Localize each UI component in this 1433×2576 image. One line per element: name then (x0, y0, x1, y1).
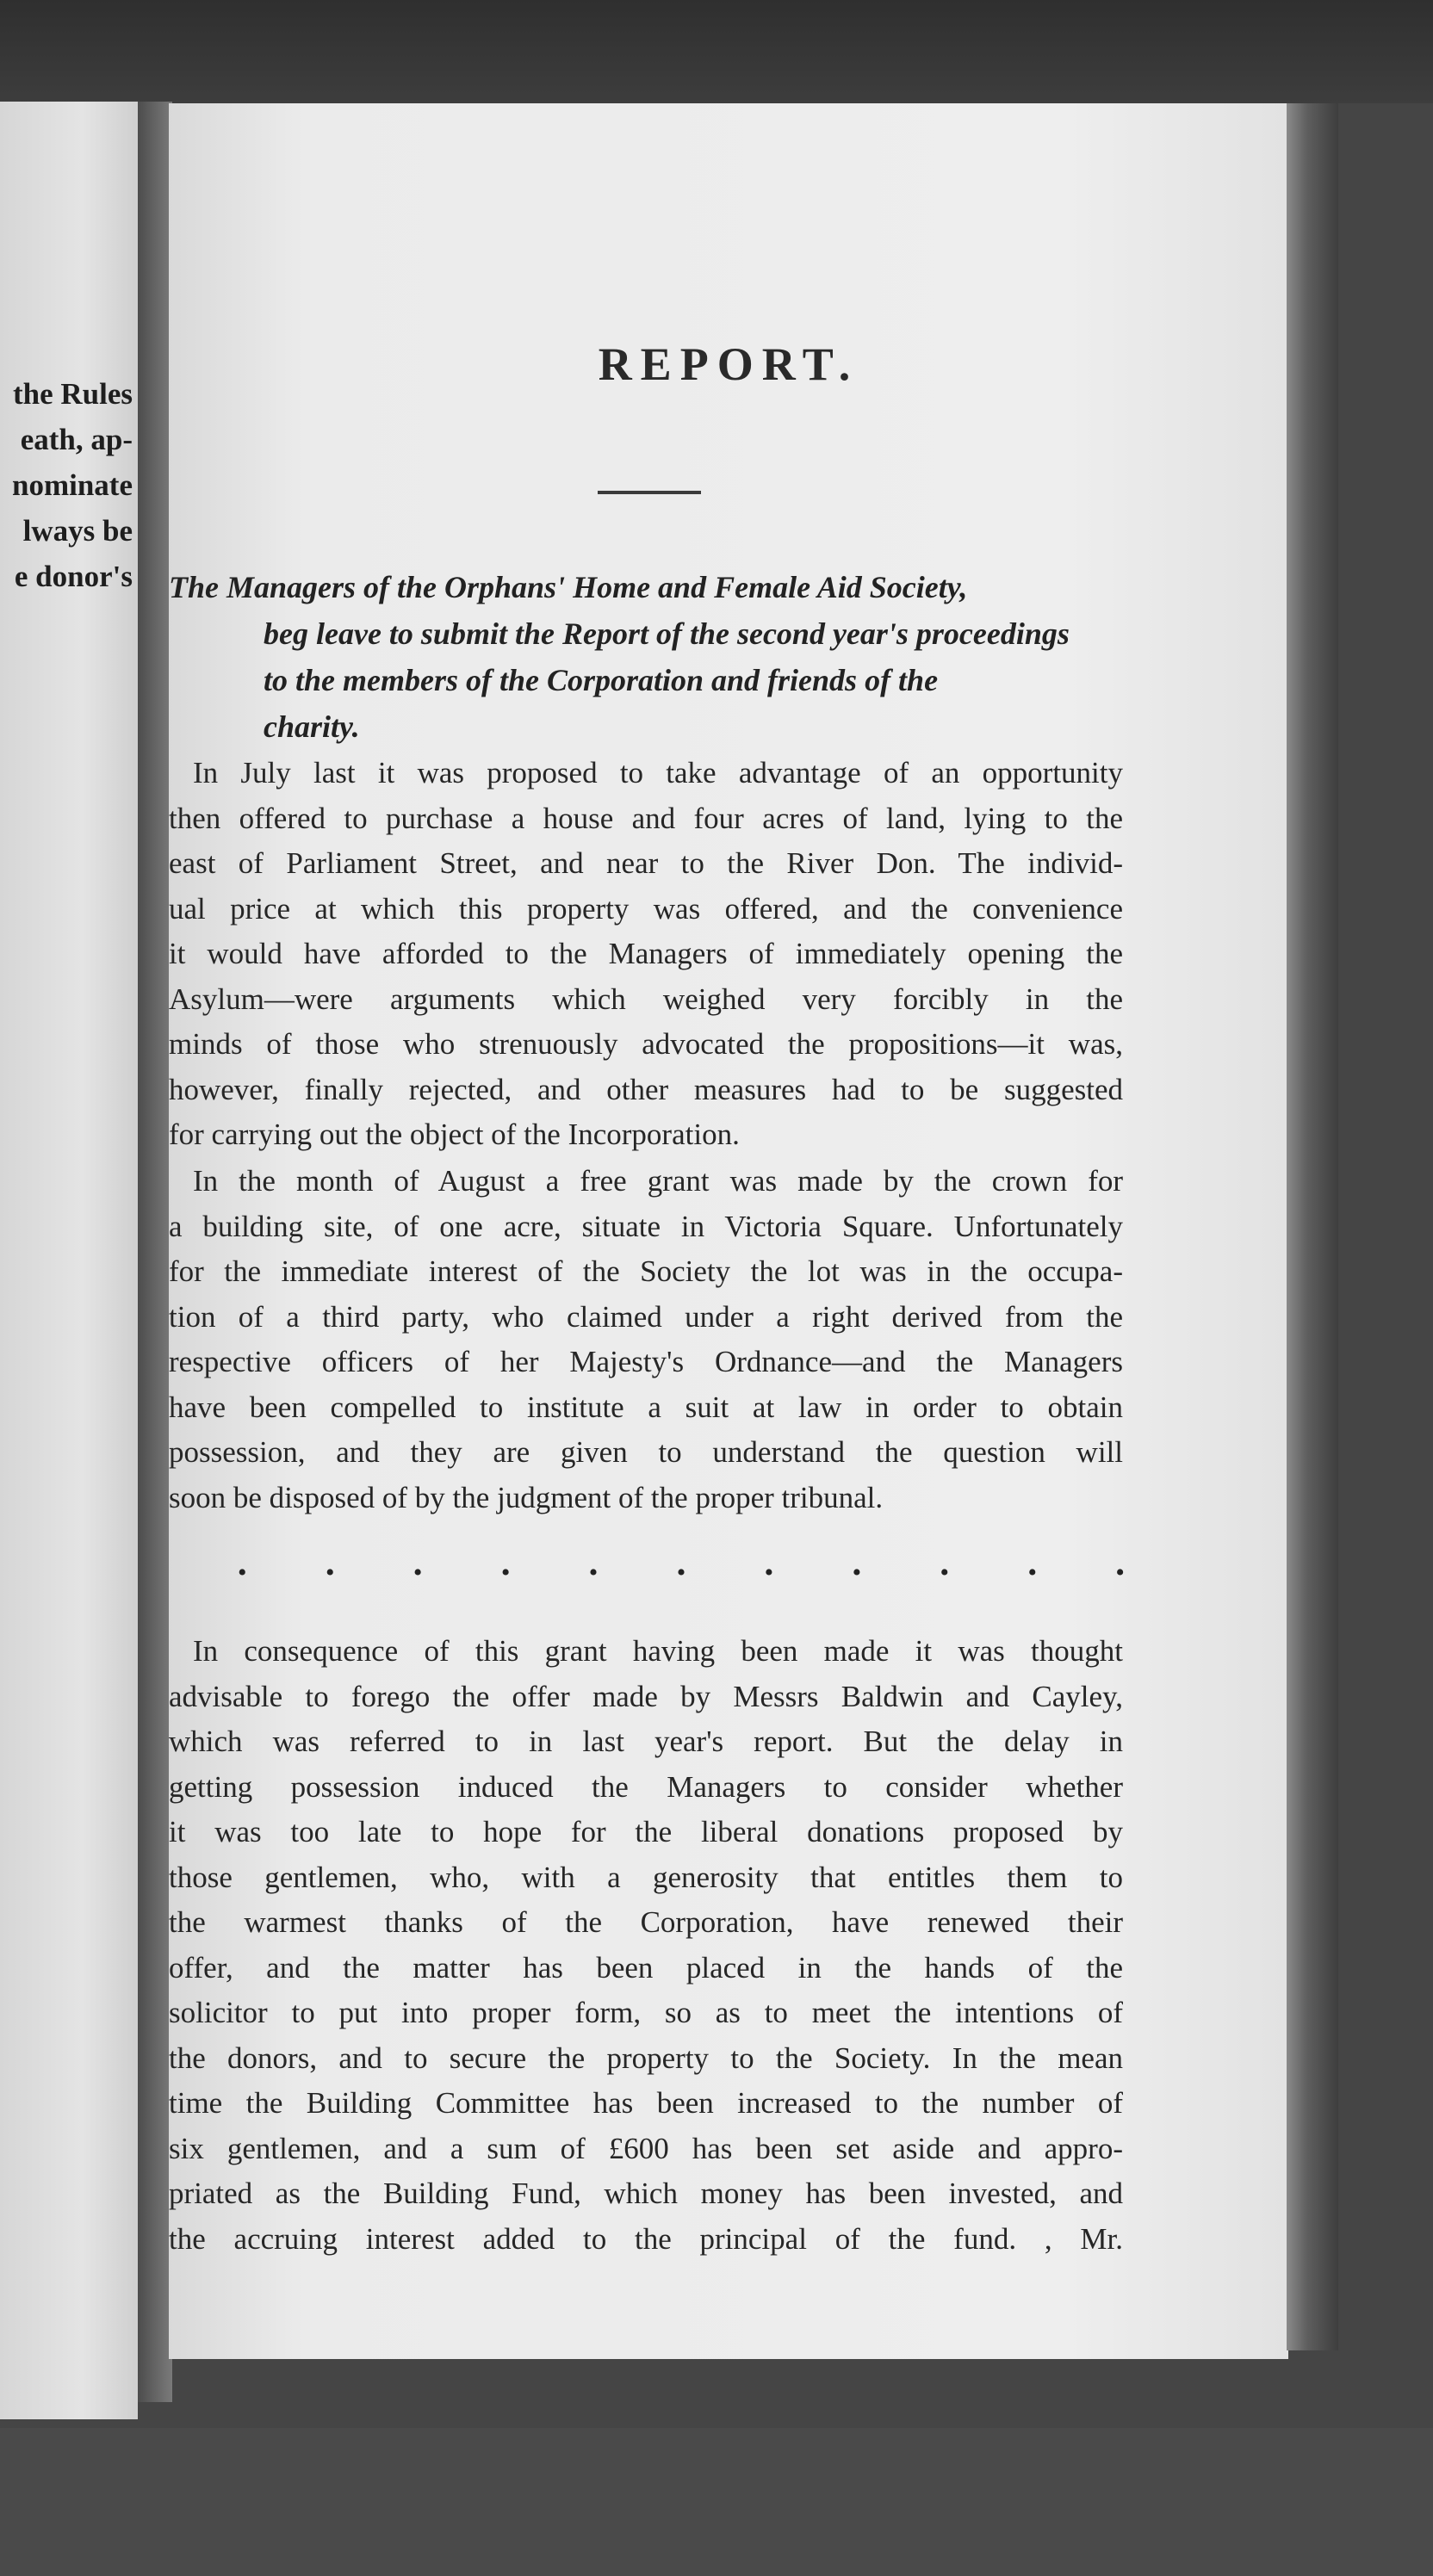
left-page-line: lways be (22, 514, 133, 548)
paragraph-line: minds of those who strenuously advocated the propositions—it was, (169, 1027, 1123, 1061)
paragraph-line: which was referred to in last year's report. But the delay in (169, 1725, 1123, 1758)
paragraph-line: priated as the Building Fund, which money has been invested, and (169, 2177, 1123, 2210)
report-title: REPORT. (598, 338, 859, 390)
left-page-line: eath, ap- (20, 423, 133, 456)
page-edge-shadow (1287, 103, 1338, 2350)
left-page-line: nominate (12, 468, 133, 502)
paragraph-line: respective officers of her Majesty's Ordnance—and the Managers (169, 1345, 1123, 1378)
paragraph-line: getting possession induced the Managers to consider whether (169, 1769, 1123, 1804)
book-gutter (138, 102, 172, 2402)
paragraph-line: In the month of August a free grant was made by the crown for (193, 1164, 1123, 1198)
paragraph-line: the accruing interest added to the principal of the fund. , Mr. (169, 2221, 1123, 2256)
paragraph-line: for carrying out the object of the Incorporation. (169, 1118, 740, 1151)
ellipsis-dot: • (852, 1558, 862, 1587)
paragraph-line: the donors, and to secure the property to the Society. In the mean (169, 2040, 1123, 2075)
paragraph-line: In July last it was proposed to take advantage of an opportunity (193, 756, 1123, 790)
paragraph-line: for the immediate interest of the Society the lot was in the occupa- (169, 1254, 1123, 1288)
intro-line: to the members of the Corporation and friends of the (264, 663, 939, 697)
ellipsis-dot: • (588, 1558, 599, 1587)
intro-paragraph (169, 564, 1151, 750)
paragraph-1 (169, 751, 1123, 1158)
paragraph-line: In consequence of this grant having been made it was thought (193, 1634, 1123, 1668)
ellipsis-dot: • (764, 1558, 774, 1587)
paragraph-line: Asylum—were arguments which weighed very forcibly in the (169, 981, 1123, 1016)
ellipsis-dot: • (325, 1558, 335, 1587)
paragraph-line: however, finally rejected, and other measures had to be suggested (169, 1072, 1123, 1106)
paragraph-line: six gentlemen, and a sum of £600 has been set aside and appro- (169, 2131, 1123, 2165)
paragraph-line: east of Parliament Street, and near to the River Don. The individ- (169, 846, 1123, 880)
paragraph-line: then offered to purchase a house and four acres of land, lying to the (169, 801, 1123, 835)
section-break-dots (238, 1558, 1125, 1588)
scan-background-top (0, 0, 1433, 103)
intro-line: beg leave to submit the Report of the second year's proceedings (264, 616, 1070, 651)
paragraph-line: possession, and they are given to understand the question will (169, 1435, 1123, 1469)
paragraph-line: have been compelled to institute a suit at law in order to obtain (169, 1390, 1123, 1424)
paragraph-line: soon be disposed of by the judgment of the proper tribunal. (169, 1480, 884, 1514)
left-page-line: the Rules (12, 377, 133, 411)
paragraph-line: advisable to forego the offer made by Messrs Baldwin and Cayley, (169, 1679, 1123, 1713)
ellipsis-dot: • (676, 1558, 686, 1587)
intro-line: charity. (264, 709, 360, 744)
paragraph-line: solicitor to put into proper form, so as to meet the intentions of (169, 1996, 1123, 2029)
paragraph-line: a building site, of one acre, situate in Victoria Square. Unfortunately (169, 1209, 1123, 1243)
ellipsis-dot: • (413, 1558, 423, 1587)
scan-background-bottom (0, 2428, 1433, 2576)
ellipsis-dot: • (500, 1558, 511, 1587)
paragraph-line: it was too late to hope for the liberal donations proposed by (169, 1815, 1123, 1848)
paragraph-3 (169, 1629, 1123, 2262)
paragraph-line: the warmest thanks of the Corporation, have renewed their (169, 1905, 1123, 1939)
paragraph-line: offer, and the matter has been placed in the hands of the (169, 1950, 1123, 1985)
left-page-line: e donor's (14, 560, 133, 593)
title-rule (598, 491, 701, 494)
ellipsis-dot: • (940, 1558, 950, 1587)
paragraph-line: time the Building Committee has been increased to the number of (169, 2086, 1123, 2120)
paragraph-2 (169, 1159, 1123, 1520)
paragraph-line: those gentlemen, who, with a generosity that entitles them to (169, 1860, 1123, 1894)
intro-line: The Managers of the Orphans' Home and Female Aid Society, (169, 570, 968, 604)
report-page (169, 103, 1288, 2359)
left-facing-page (0, 102, 138, 2419)
paragraph-line: it would have afforded to the Managers of immediately opening the (169, 937, 1123, 970)
paragraph-line: ual price at which this property was offered, and the convenience (169, 891, 1123, 926)
ellipsis-dot: • (238, 1558, 247, 1587)
ellipsis-dot: • (1027, 1558, 1037, 1587)
paragraph-line: tion of a third party, who claimed under a right derived from the (169, 1299, 1123, 1334)
ellipsis-dot: • (1115, 1558, 1125, 1587)
